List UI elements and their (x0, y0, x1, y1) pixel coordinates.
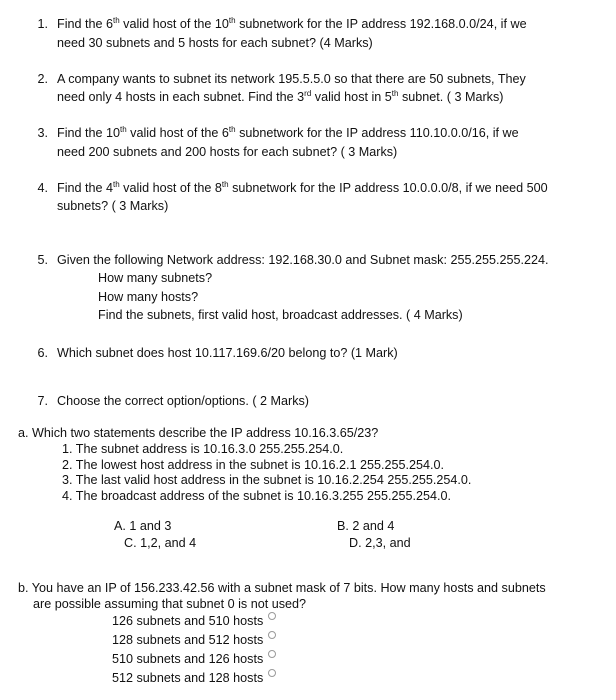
sub-question: Find the subnets, first valid host, broadcast addresses. ( 4 Marks) (98, 308, 463, 322)
part-b-question-line-1: b. You have an IP of 156.233.42.56 with a subnet mask of 7 bits. How many hosts and subnets (18, 581, 546, 595)
choice-label: 126 subnets and 510 hosts (112, 614, 264, 628)
statement: 2. The lowest host address in the subnet is 10.16.2.1 255.255.254.0. (62, 458, 445, 472)
question-number: 2. (37, 72, 48, 86)
question-text-line-2: subnets? ( 3 Marks) (57, 199, 169, 213)
radio-button-icon[interactable] (268, 631, 276, 639)
question-number: 4. (37, 181, 48, 195)
choice-item[interactable] (112, 612, 276, 630)
question-text-line-1: A company wants to subnet its network 195.5.5.0 so that there are 50 subnets, They (57, 72, 526, 86)
part-b-question-line-2: are possible assuming that subnet 0 is not used? (33, 597, 307, 611)
question-text-line-1: Find the 4th valid host of the 8th subnetwork for the IP address 10.0.0.0/8, if we need 500 (57, 180, 548, 195)
statement: 1. The subnet address is 10.16.3.0 255.255.254.0. (62, 442, 344, 456)
option-b[interactable]: B. 2 and 4 (337, 519, 395, 533)
choice-item[interactable] (112, 650, 276, 668)
question-number: 7. (37, 394, 48, 408)
choice-item[interactable] (112, 669, 276, 687)
question-text-line-1: Find the 6th valid host of the 10th subnetwork for the IP address 192.168.0.0/24, if we (57, 16, 527, 31)
question-number: 1. (37, 17, 48, 31)
sub-question: How many hosts? (98, 290, 199, 304)
question-number: 6. (37, 346, 48, 360)
choice-label: 512 subnets and 128 hosts (112, 671, 264, 685)
choice-label: 510 subnets and 126 hosts (112, 652, 264, 666)
statement: 4. The broadcast address of the subnet is 10.16.3.255 255.255.254.0. (62, 489, 452, 503)
option-d[interactable]: D. 2,3, and (349, 536, 411, 550)
radio-button-icon[interactable] (268, 612, 276, 620)
question-text-line-1: Find the 10th valid host of the 6th subnetwork for the IP address 110.10.0.0/16, if we (57, 125, 519, 140)
choice-label: 128 subnets and 512 hosts (112, 633, 264, 647)
choice-item[interactable] (112, 631, 276, 649)
question-text-line-2: need only 4 hosts in each subnet. Find the 3rd valid host in 5th subnet. ( 3 Marks) (57, 89, 504, 104)
question-number: 5. (37, 253, 48, 267)
statement: 3. The last valid host address in the subnet is 10.16.2.254 255.255.254.0. (62, 473, 472, 487)
radio-button-icon[interactable] (268, 650, 276, 658)
part-a-question: a. Which two statements describe the IP address 10.16.3.65/23? (18, 426, 379, 440)
question-text-line-1: Choose the correct option/options. ( 2 Marks) (57, 394, 309, 408)
question-text-line-1: Which subnet does host 10.117.169.6/20 belong to? (1 Mark) (57, 346, 398, 360)
question-number: 3. (37, 126, 48, 140)
question-text-line-2: need 30 subnets and 5 hosts for each subnet? (4 Marks) (57, 36, 373, 50)
sub-question: How many subnets? (98, 271, 213, 285)
option-c[interactable]: C. 1,2, and 4 (124, 536, 197, 550)
radio-button-icon[interactable] (268, 669, 276, 677)
question-text-line-1: Given the following Network address: 192.168.30.0 and Subnet mask: 255.255.255.224. (57, 253, 549, 267)
option-a[interactable]: A. 1 and 3 (114, 519, 172, 533)
question-text-line-2: need 200 subnets and 200 hosts for each subnet? ( 3 Marks) (57, 145, 398, 159)
